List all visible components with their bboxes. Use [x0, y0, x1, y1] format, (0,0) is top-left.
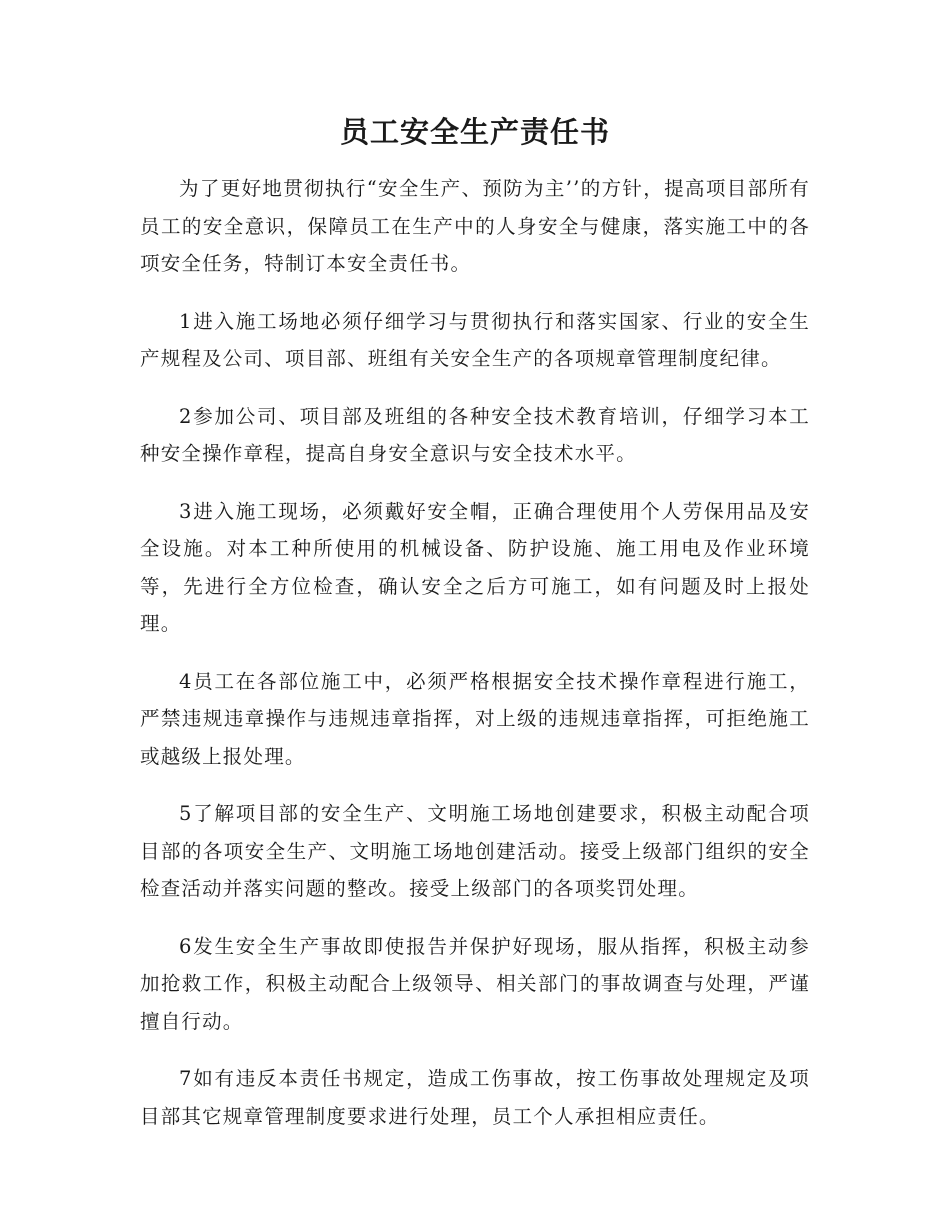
clause-3-paragraph: 3进入施工现场，必须戴好安全帽，正确合理使用个人劳保用品及安全设施。对本工种所使用的机械设备、防护设施、施工用电及作业环境等，先进行全方位检查，确认安全之后方可施工，如有问题及时上报处理。 — [140, 499, 810, 635]
intro-paragraph: 为了更好地贯彻执行“安全生产、预防为主’’的方针，提高项目部所有员工的安全意识，保障员工在生产中的人身安全与健康，落实施工中的各项安全任务，特制订本安全责任书。 — [140, 177, 810, 275]
clause-6-paragraph: 6发生安全生产事故即使报告并保护好现场，服从指挥，积极主动参加抢救工作，积极主动配合上级领导、相关部门的事故调查与处理，严谨擅自行动。 — [140, 934, 810, 1033]
clause-2-paragraph: 2参加公司、项目部及班组的各种安全技术教育培训，仔细学习本工种安全操作章程，提高自身安全意识与安全技术水平。 — [140, 404, 810, 465]
clause-4-paragraph: 4员工在各部位施工中，必须严格根据安全技术操作章程进行施工，严禁违规违章操作与违规违章指挥，对上级的违规违章指挥，可拒绝施工或越级上报处理。 — [140, 669, 810, 768]
clause-5-paragraph: 5了解项目部的安全生产、文明施工场地创建要求，积极主动配合项目部的各项安全生产、文明施工场地创建活动。接受上级部门组织的安全检查活动并落实问题的整改。接受上级部门的各项奖罚处理。 — [140, 802, 810, 900]
document-title: 员工安全生产责任书 — [339, 115, 610, 149]
document-page — [140, 108, 810, 1155]
clause-1-paragraph: 1进入施工场地必须仔细学习与贯彻执行和落实国家、行业的安全生产规程及公司、项目部、班组有关安全生产的各项规章管理制度纪律。 — [140, 309, 810, 370]
clause-7-paragraph: 7如有违反本责任书规定，造成工伤事故，按工伤事故处理规定及项目部其它规章管理制度要求进行处理，员工个人承担相应责任。 — [140, 1067, 810, 1128]
